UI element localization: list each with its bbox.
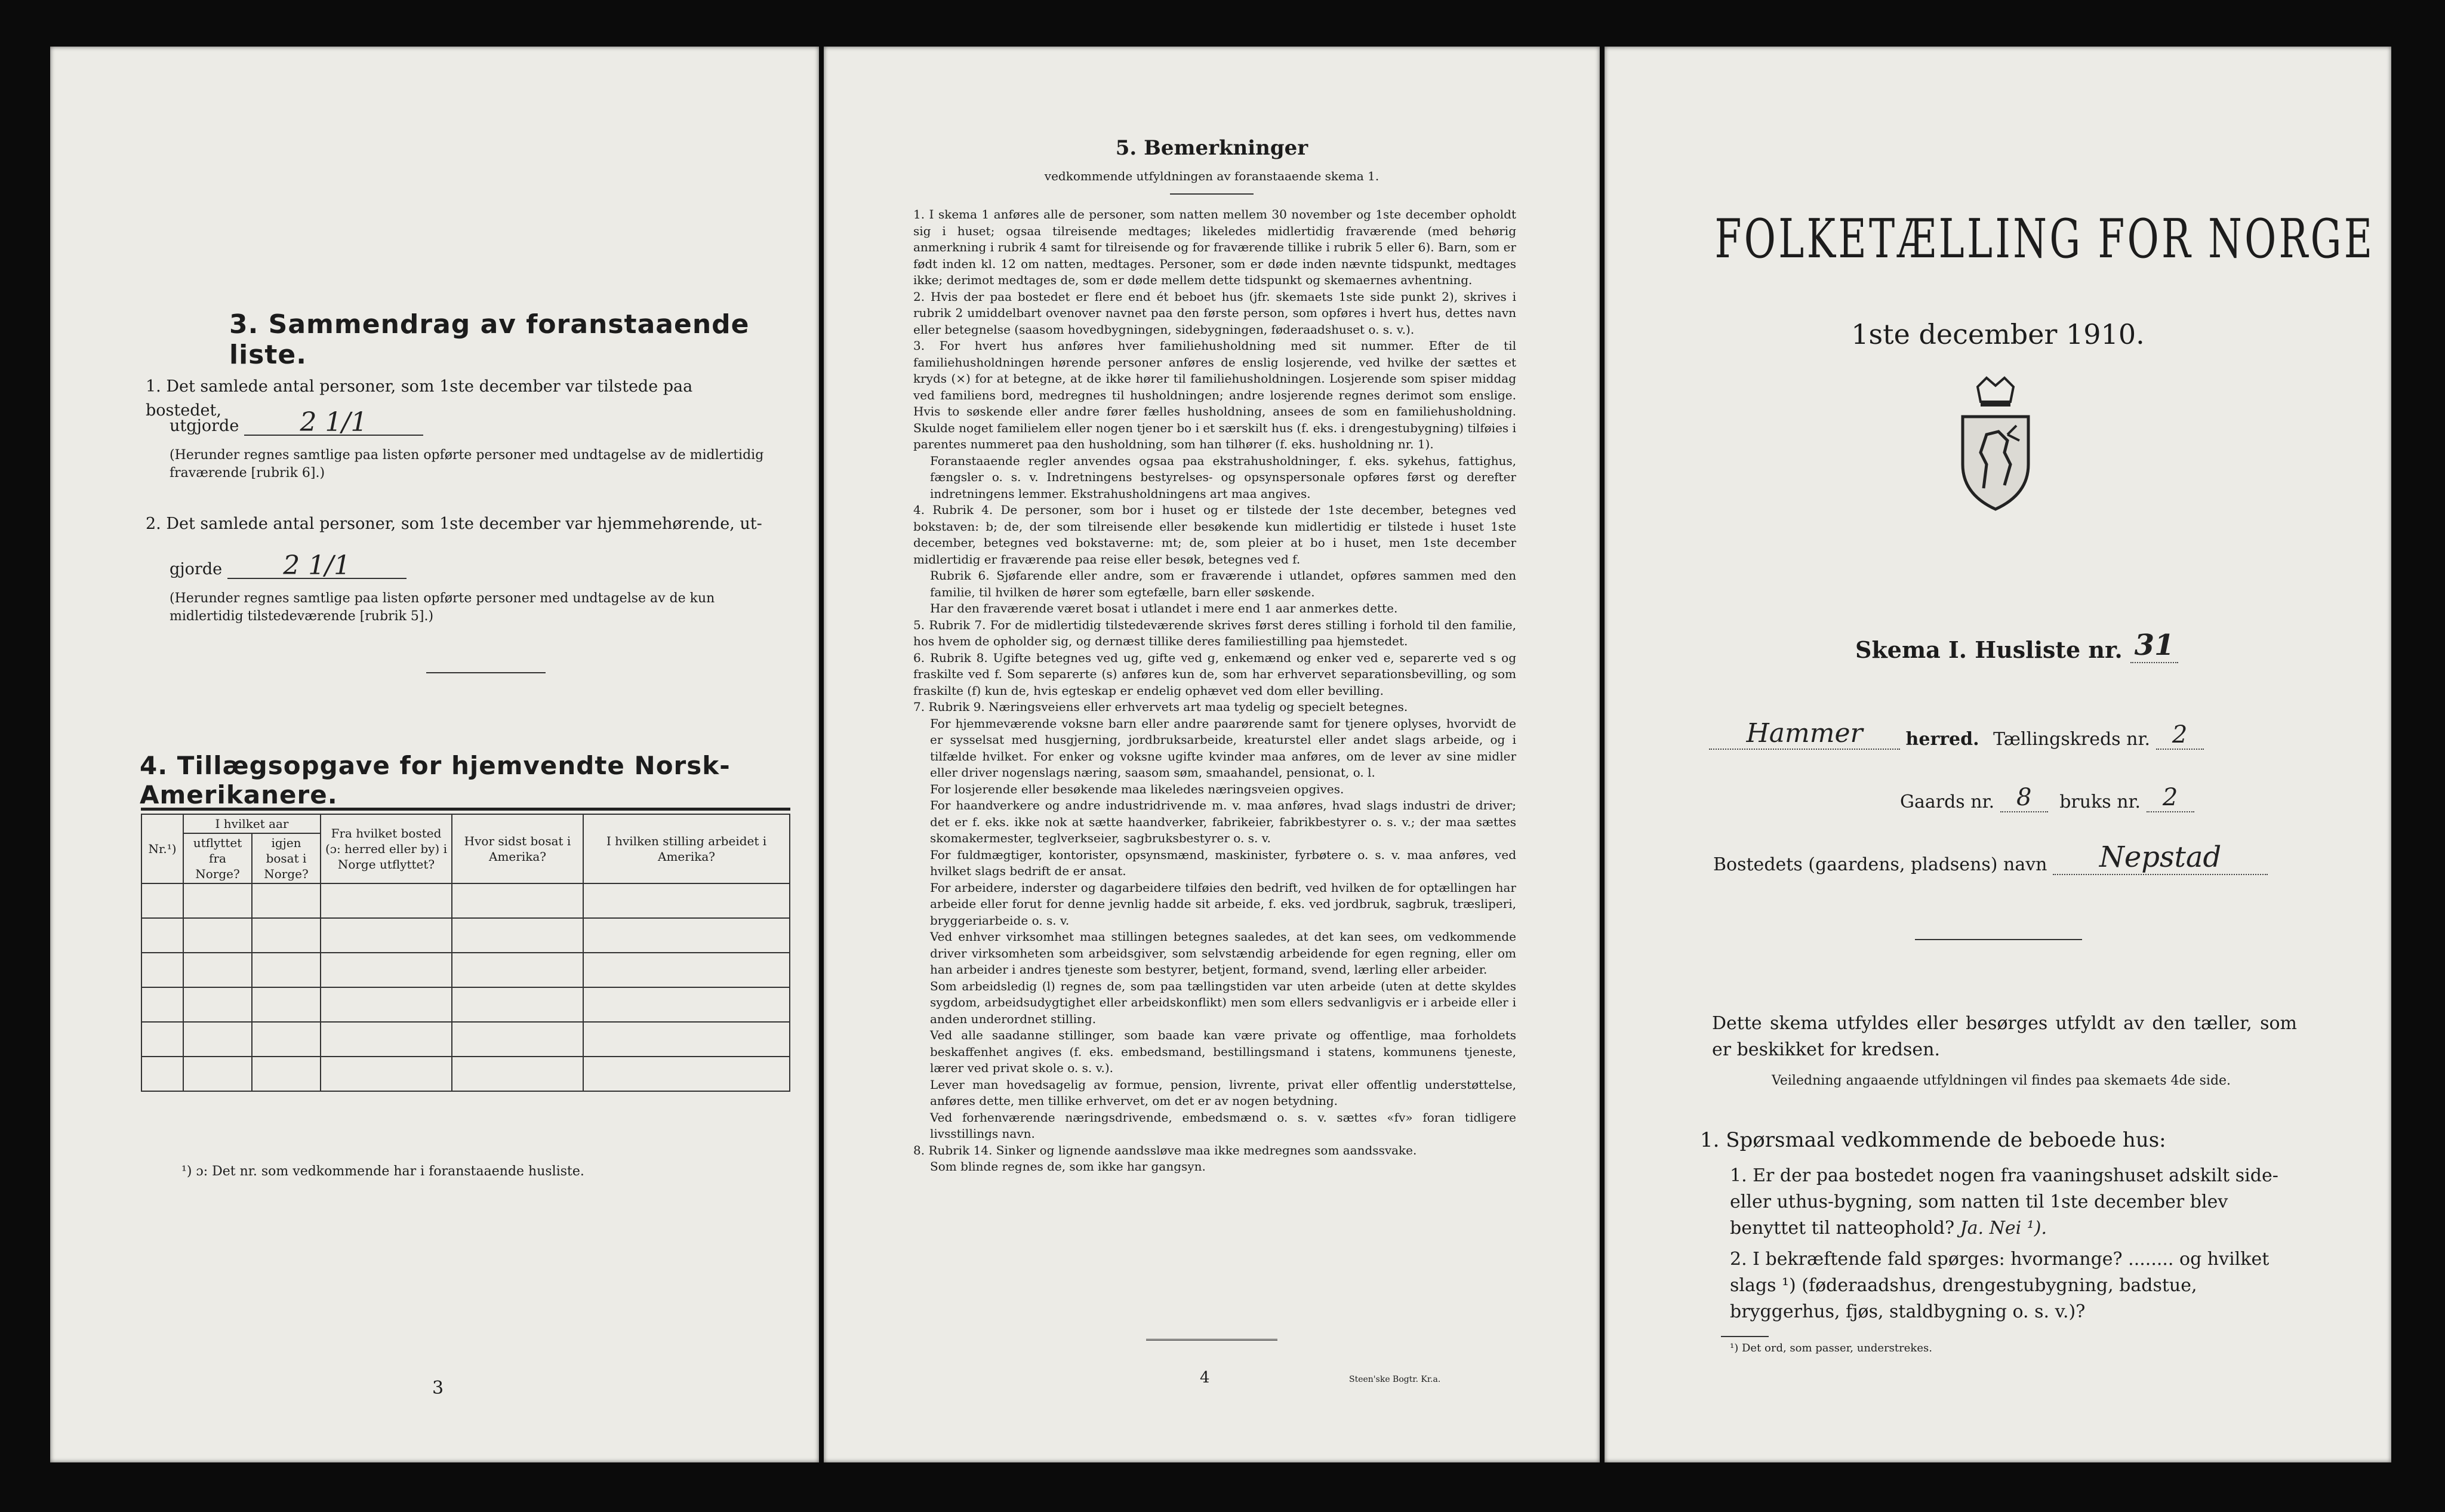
remark-paragraph: For losjerende eller besøkende maa likeledes næringsveien opgives. [930, 781, 1344, 796]
table-row [141, 1057, 790, 1091]
table-row [141, 987, 790, 1022]
remark-paragraph: 8. Rubrik 14. Sinker og lignende aandssløve maa ikke medregnes som aandssvake. [913, 1143, 1417, 1157]
table-top-rule [141, 808, 790, 811]
remark-paragraph: 7. Rubrik 9. Næringsveiens eller erhvervets art maa tydelig og specielt betegnes. [913, 700, 1408, 714]
table-row [141, 918, 790, 953]
divider [426, 672, 546, 673]
table-row [141, 1022, 790, 1057]
table-row [141, 883, 790, 918]
q1-1-answer: Ja. Nei ¹). [1960, 1218, 2047, 1239]
remark-paragraph: Lever man hovedsagelig av formue, pension, livrente, privat eller offentlig understøttelse, anføres dette, men tillike erhvervet, om det er av nogen betydning. [930, 1077, 1516, 1108]
remark-paragraph: Rubrik 6. Sjøfarende eller andre, som er fraværende i utlandet, opføres sammen med den familie, til hvilken de hører som egtefælle, barn eller søskende. [930, 568, 1516, 599]
remark-paragraph: 3. For hvert hus anføres hver familiehusholdning med sit nummer. Efter de til familiehusholdningen hørende personer anføres de enslig losjerende, ved hvilke der sættes et kryds (×) for at betegne, at de ikke hører til familiehusholdningen. Losjerende som spiser middag ved familiens bord, medregnes til husholdningen; andre losjerende regnes derimot som enslige. Hvis to søskende eller andre fører fælles husholdning, ansees de som en familiehusholdning. Skulde noget familielem eller nogen tjener bo i et særskilt hus (f. eks. i drengestubygning) tilføies i parentes nummeret paa den husholdning, som han tilhører (f. eks. husholdning nr. 1). [913, 338, 1516, 451]
col-emigrated: utflyttet fra Norge? [183, 833, 252, 883]
right-page [1605, 47, 2391, 1462]
remark-paragraph: 6. Rubrik 8. Ugifte betegnes ved ug, gifte ved g, enkemænd og enker ved e, separerte ved s og fraskilte ved f. Som separerte (s) anføres kun de, som har erhvervet separationsbevilling, og som fraskilte (f) kun de, hvis egteskap er endelig ophævet ved dom eller bevilling. [913, 650, 1516, 698]
q1-heading: 1. Spørsmaal vedkommende de beboede hus: [1700, 1128, 2166, 1152]
page-number: 4 [1200, 1369, 1210, 1387]
page-number: 3 [432, 1378, 444, 1399]
husliste-number: 31 [2130, 629, 2178, 663]
item1-value: 2 1/1 [244, 411, 423, 436]
remark-paragraph: For arbeidere, inderster og dagarbeidere tilføies den bedrift, ved hvilken de for optællingen har arbeide eller forut for denne jevnlig hadde sit arbeide, f. eks. ved jordbruk, sagbruk, træsliperi, bryggeriarbeide o. s. v. [930, 880, 1516, 928]
middle-page [824, 47, 1600, 1462]
section4-title: 4. Tillægsopgave for hjemvendte Norsk-Amerikanere. [140, 751, 731, 809]
footnote: ¹) Det ord, som passer, understrekes. [1730, 1342, 1932, 1354]
left-page [50, 47, 819, 1462]
remark-paragraph: For fuldmægtiger, kontorister, opsynsmænd, maskinister, fyrbøtere o. s. v. maa anføres, ved hvilket slags bedrift de er ansat. [930, 847, 1516, 878]
item2-text: 2. Det samlede antal personer, som 1ste december var hjemmehørende, ut- [146, 515, 762, 533]
item1-note: (Herunder regnes samtlige paa listen opførte personer med undtagelse av de midlertidig fraværende [rubrik 6].) [170, 448, 764, 481]
remark-paragraph: For haandverkere og andre industridrivende m. v. maa anføres, hvad slags industri de driver; det er f. eks. ikke nok at sætte haandverker, fabrikeier, fabrikbestyrer o. s. v.; der maa sættes skomakermester, teglverkseier, sagbruksbestyrer o. s. v. [930, 798, 1516, 845]
herred-value: Hammer [1709, 718, 1900, 750]
footnote-rule [1721, 1336, 1769, 1337]
col-returned: igjen bosat i Norge? [252, 833, 321, 883]
intro-text: Dette skema utfyldes eller besørges utfyldt av den tæller, som er beskikket for kredsen. [1712, 1013, 2297, 1060]
item2-note: (Herunder regnes samtlige paa listen opførte personer med undtagelse av de kun midlertidig tilstedeværende [rubrik 5].) [170, 591, 715, 624]
bosted-value: Nepstad [2053, 840, 2268, 875]
q1-2: 2. I bekræftende fald spørges: hvormange? ........ og hvilket slags ¹) (føderaadshus, drengestubygning, badstue, bryggerhus, fjøs, staldbygning o. s. v.)? [1730, 1249, 2270, 1322]
gaards-line: Gaards nr. 8 bruks nr. 2 [1900, 784, 2194, 812]
item1-label: utgjorde 2 1/1 [170, 411, 423, 438]
remarks-subtitle: vedkommende utfyldningen av foranstaaende skema 1. [1044, 169, 1379, 183]
remark-paragraph: Foranstaaende regler anvendes ogsaa paa ekstrahusholdninger, f. eks. sykehus, fattighus, fængsler o. s. v. Indretningens bestyrelses- og opsynspersonale opføres først og derefter indretningens lemmer. Ekstrahusholdningens art maa angives. [930, 453, 1516, 501]
ornament-rule [1915, 939, 2082, 940]
remark-paragraph: Har den fraværende været bosat i utlandet i mere end 1 aar anmerkes dette. [930, 601, 1398, 615]
table-footnote: ¹) ɔ: Det nr. som vedkommende har i foranstaaende husliste. [181, 1164, 584, 1179]
remark-paragraph: Ved enhver virksomhet maa stillingen betegnes saaledes, at det kan sees, om vedkommende driver virksomheten som arbeidsgiver, som selvstændig arbeidende for egen regning, eller om han arbeider i andres tjeneste som bestyrer, betjent, formand, svend, lærling eller arbeider. [930, 929, 1516, 977]
item1-text: 1. Det samlede antal personer, som 1ste december var tilstede paa bostedet, [146, 377, 693, 420]
remark-paragraph: Ved alle saadanne stillinger, som baade kan være private og offentlige, maa forholdets beskaffenhet angives (f. eks. embedsmand, bestillingsmand i statens, kommunens tjeneste, lærer ved privat skole o. s. v.). [930, 1028, 1516, 1075]
col-where: Hvor sidst bosat i Amerika? [452, 814, 583, 883]
herred-line: Hammer herred. Tællingskreds nr. 2 [1709, 718, 2204, 750]
printer-imprint: Steen'ske Bogtr. Kr.a. [1349, 1375, 1441, 1384]
remark-paragraph: 4. Rubrik 4. De personer, som bor i huset og er tilstede der 1ste december, betegnes ved bokstaven: b; de, der som tilreisende eller besøkende kun midlertidig er tilstede i huset 1ste december, betegnes ved bokstaverne: mt; de, som pleier at bo i huset, men 1ste december midlertidig er fraværende paa reise eller besøk, betegnes ved f. [913, 503, 1516, 566]
table-row [141, 953, 790, 987]
gaards-value: 8 [2000, 784, 2048, 812]
remark-paragraph: For hjemmeværende voksne barn eller andre paarørende samt for tjenere oplyses, hvorvidt de er sysselsat med husgjerning, jordbruksarbeide, kreaturstel eller andet slags arbeide, og i tilfælde hvilket. For enker og voksne ugifte kvinder maa anføres, om de lever av sine midler eller driver nogenslags næring, saasom søm, smaahandel, pensionat, o. l. [930, 716, 1516, 780]
remark-paragraph: 1. I skema 1 anføres alle de personer, som natten mellem 30 november og 1ste december opholdt sig i huset; ogsaa tilreisende medtages; likeledes midlertidig fraværende (med behørig anmerkning i rubrik 4 samt for tilreisende og for fraværende tillike i rubrik 5 eller 6). Barn, som er født inden kl. 12 om natten, medtages. Personer, som er døde inden nævnte tidspunkt, medtages ikke; derimot medtages de, som er døde mellem dette tidspunkt og skemaernes avhentning. [913, 207, 1516, 287]
remark-paragraph: 5. Rubrik 7. For de midlertidig tilstedeværende skrives først deres stilling i forhold til den familie, hos hvem de opholder sig, og dernæst tillike deres familiestilling paa hjemstedet. [913, 617, 1516, 648]
q1-1: 1. Er der paa bostedet nogen fra vaaningshuset adskilt side- eller uthus-bygning, som natten til 1ste december blev benyttet til natteophold? Ja. Nei ¹). [1730, 1165, 2278, 1239]
remarks-title: 5. Bemerkninger [1115, 136, 1308, 160]
section3-title: 3. Sammendrag av foranstaaende liste. [229, 309, 750, 370]
coat-of-arms-icon [1951, 375, 2040, 512]
col-from: Fra hvilket bosted (ɔ: herred eller by) i Norge utflyttet? [321, 814, 452, 883]
census-date: 1ste december 1910. [1851, 318, 2145, 350]
bruks-value: 2 [2147, 784, 2194, 812]
item2-label: gjorde 2 1/1 [170, 554, 407, 581]
census-title: FOLKETÆLLING FOR NORGE [1714, 208, 2375, 270]
col-group-year: I hvilket aar [183, 814, 321, 833]
remark-paragraph: Som arbeidsledig (l) regnes de, som paa tællingstiden var uten arbeide (uten at dette skyldes sygdom, arbeidsudygtighet eller arbeidskonflikt) men som ellers sedvanligvis er i arbeide eller i anden underordnet stilling. [930, 978, 1516, 1026]
remarks-body [913, 207, 1516, 1175]
remark-paragraph: Som blinde regnes de, som ikke har gangsyn. [930, 1159, 1206, 1174]
schema-line: Skema I. Husliste nr. 31 [1855, 629, 2178, 663]
bosted-line: Bostedets (gaardens, pladsens) navn Nepstad [1713, 840, 2268, 875]
col-position: I hvilken stilling arbeidet i Amerika? [583, 814, 790, 883]
intro-note: Veiledning angaaende utfyldningen vil findes paa skemaets 4de side. [1772, 1073, 2231, 1088]
norsk-amerikanere-table [141, 814, 790, 1092]
item2-value: 2 1/1 [227, 554, 407, 579]
end-rule [1146, 1339, 1277, 1341]
col-nr: Nr.¹) [141, 814, 183, 883]
remark-paragraph: 2. Hvis der paa bostedet er flere end ét beboet hus (jfr. skemaets 1ste side punkt 2), skrives i rubrik 2 umiddelbart ovenover navnet paa den første person, som opføres i hvert hus, dettes navn eller betegnelse (saasom hovedbygningen, sidebygningen, føderaadshuset o. s. v.). [913, 289, 1516, 337]
kreds-value: 2 [2156, 721, 2204, 750]
title-rule [1170, 193, 1254, 195]
remark-paragraph: Ved forhenværende næringsdrivende, embedsmænd o. s. v. sættes «fv» foran tidligere livsstillings navn. [930, 1110, 1516, 1141]
